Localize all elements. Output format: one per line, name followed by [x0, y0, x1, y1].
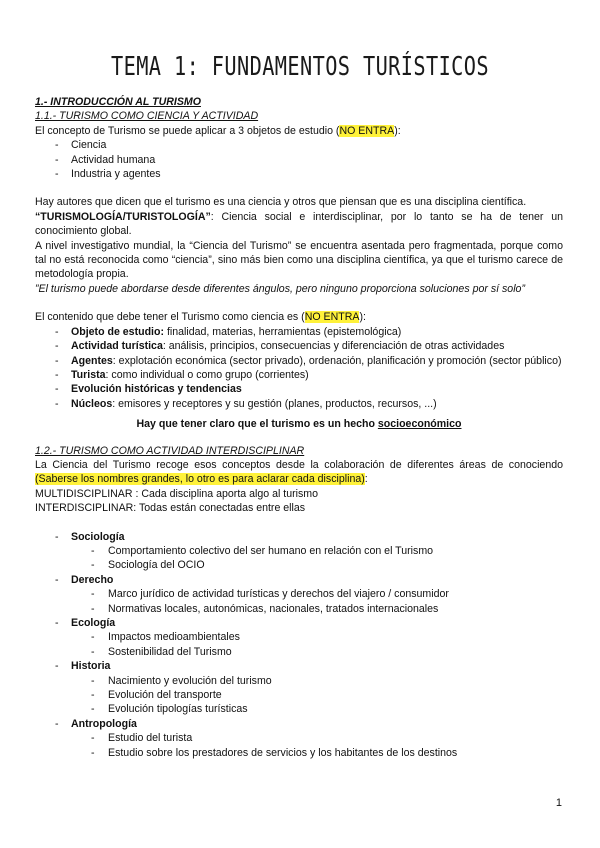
list-item: - Ciencia — [35, 138, 563, 152]
list-item: - Núcleos: emisores y receptores y su gestión (planes, productos, recursos, ...) — [35, 397, 563, 411]
study-objects-list — [35, 138, 563, 181]
paragraph-authors: Hay autores que dicen que el turismo es una ciencia y otros que piensan que es una disciplina científica. — [35, 196, 527, 209]
list-item: - Normativas locales, autonómicas, nacionales, tratados internacionales — [35, 602, 563, 616]
page-number: 1 — [555, 797, 562, 809]
disciplines-list — [35, 530, 563, 761]
discipline-sociologia: - Sociología — [35, 530, 563, 544]
list-item: - Nacimiento y evolución del turismo — [35, 674, 563, 688]
list-item: - Turista: como individual o como grupo (corrientes) — [35, 368, 563, 382]
highlight-no-entra: NO ENTRA — [304, 311, 360, 324]
subsection-heading-1-2: 1.2.- TURISMO COMO ACTIVIDAD INTERDISCIPLINAR — [35, 444, 305, 457]
list-item: - Estudio del turista — [35, 731, 563, 745]
highlight-no-entra: NO ENTRA — [339, 124, 395, 137]
intro-paragraph: El concepto de Turismo se puede aplicar a 3 objetos de estudio (NO ENTRA): — [35, 124, 401, 137]
paragraph-turismologia: “TURISMOLOGÍA/TURISTOLOGÍA”: Ciencia social e interdisciplinar, por lo tanto se ha de tener un conocimiento global. — [35, 210, 563, 238]
list-item: - Evolución tipologías turísticas — [35, 702, 563, 716]
subsection-heading-1-1: 1.1.- TURISMO COMO CIENCIA Y ACTIVIDAD — [35, 110, 259, 123]
list-item: - Impactos medioambientales — [35, 630, 563, 644]
list-item: - Industria y agentes — [35, 167, 563, 181]
content-list — [35, 325, 563, 411]
page-title: TEMA 1: FUNDAMENTOS TURÍSTICOS — [110, 52, 489, 82]
discipline-derecho: - Derecho — [35, 573, 563, 587]
list-item: - Marco jurídico de actividad turísticas y derechos del viajero / consumidor — [35, 587, 563, 601]
paragraph-collaboration: La Ciencia del Turismo recoge esos conceptos desde la colaboración de diferentes áreas de conociendo (Saberse los nombres grandes, lo otro es para aclarar cada disciplina): — [35, 458, 563, 486]
list-item: - Comportamiento colectivo del ser humano en relación con el Turismo — [35, 544, 563, 558]
list-item: - Evolución históricas y tendencias — [35, 382, 563, 396]
list-item: - Sociología del OCIO — [35, 558, 563, 572]
discipline-ecologia: - Ecología — [35, 616, 563, 630]
list-item: - Objeto de estudio: finalidad, materias, herramientas (epistemológica) — [35, 325, 563, 339]
discipline-historia: - Historia — [35, 659, 563, 673]
conclusion-statement: Hay que tener claro que el turismo es un hecho socioeconómico — [136, 418, 462, 431]
document-body — [35, 95, 563, 760]
list-item: - Estudio sobre los prestadores de servicios y los habitantes de los destinos — [35, 746, 563, 760]
list-item: - Evolución del transporte — [35, 688, 563, 702]
discipline-antropologia: - Antropología — [35, 717, 563, 731]
multidisciplinar-line: MULTIDISCIPLINAR : Cada disciplina aporta algo al turismo — [35, 487, 319, 500]
interdisciplinar-line: INTERDISCIPLINAR: Todas están conectadas entre ellas — [35, 502, 306, 515]
list-item: - Sostenibilidad del Turismo — [35, 645, 563, 659]
list-item: - Actividad turística: análisis, principios, consecuencias y diferenciación de otras actividades — [35, 339, 563, 353]
content-paragraph: El contenido que debe tener el Turismo como ciencia es (NO ENTRA): — [35, 311, 366, 324]
list-item: - Actividad humana — [35, 153, 563, 167]
paragraph-investigation: A nivel investigativo mundial, la “Ciencia del Turismo” se encuentra asentada pero fragmentada, porque como tal no está reconocida como “ciencia”, sino más bien como una disciplina científica, ya que el turismo carece de metodología propia. — [35, 239, 563, 281]
highlight-note: (Saberse los nombres grandes, lo otro es para aclarar cada disciplina) — [35, 473, 365, 486]
list-item: - Agentes: explotación económica (sector privado), ordenación, planificación y promoción (sector público) — [35, 354, 563, 368]
section-heading: 1.- INTRODUCCIÓN AL TURISMO — [35, 96, 201, 108]
quote: ”El turismo puede abordarse desde diferentes ángulos, pero ninguno proporciona soluciones por sí solo” — [35, 282, 525, 295]
